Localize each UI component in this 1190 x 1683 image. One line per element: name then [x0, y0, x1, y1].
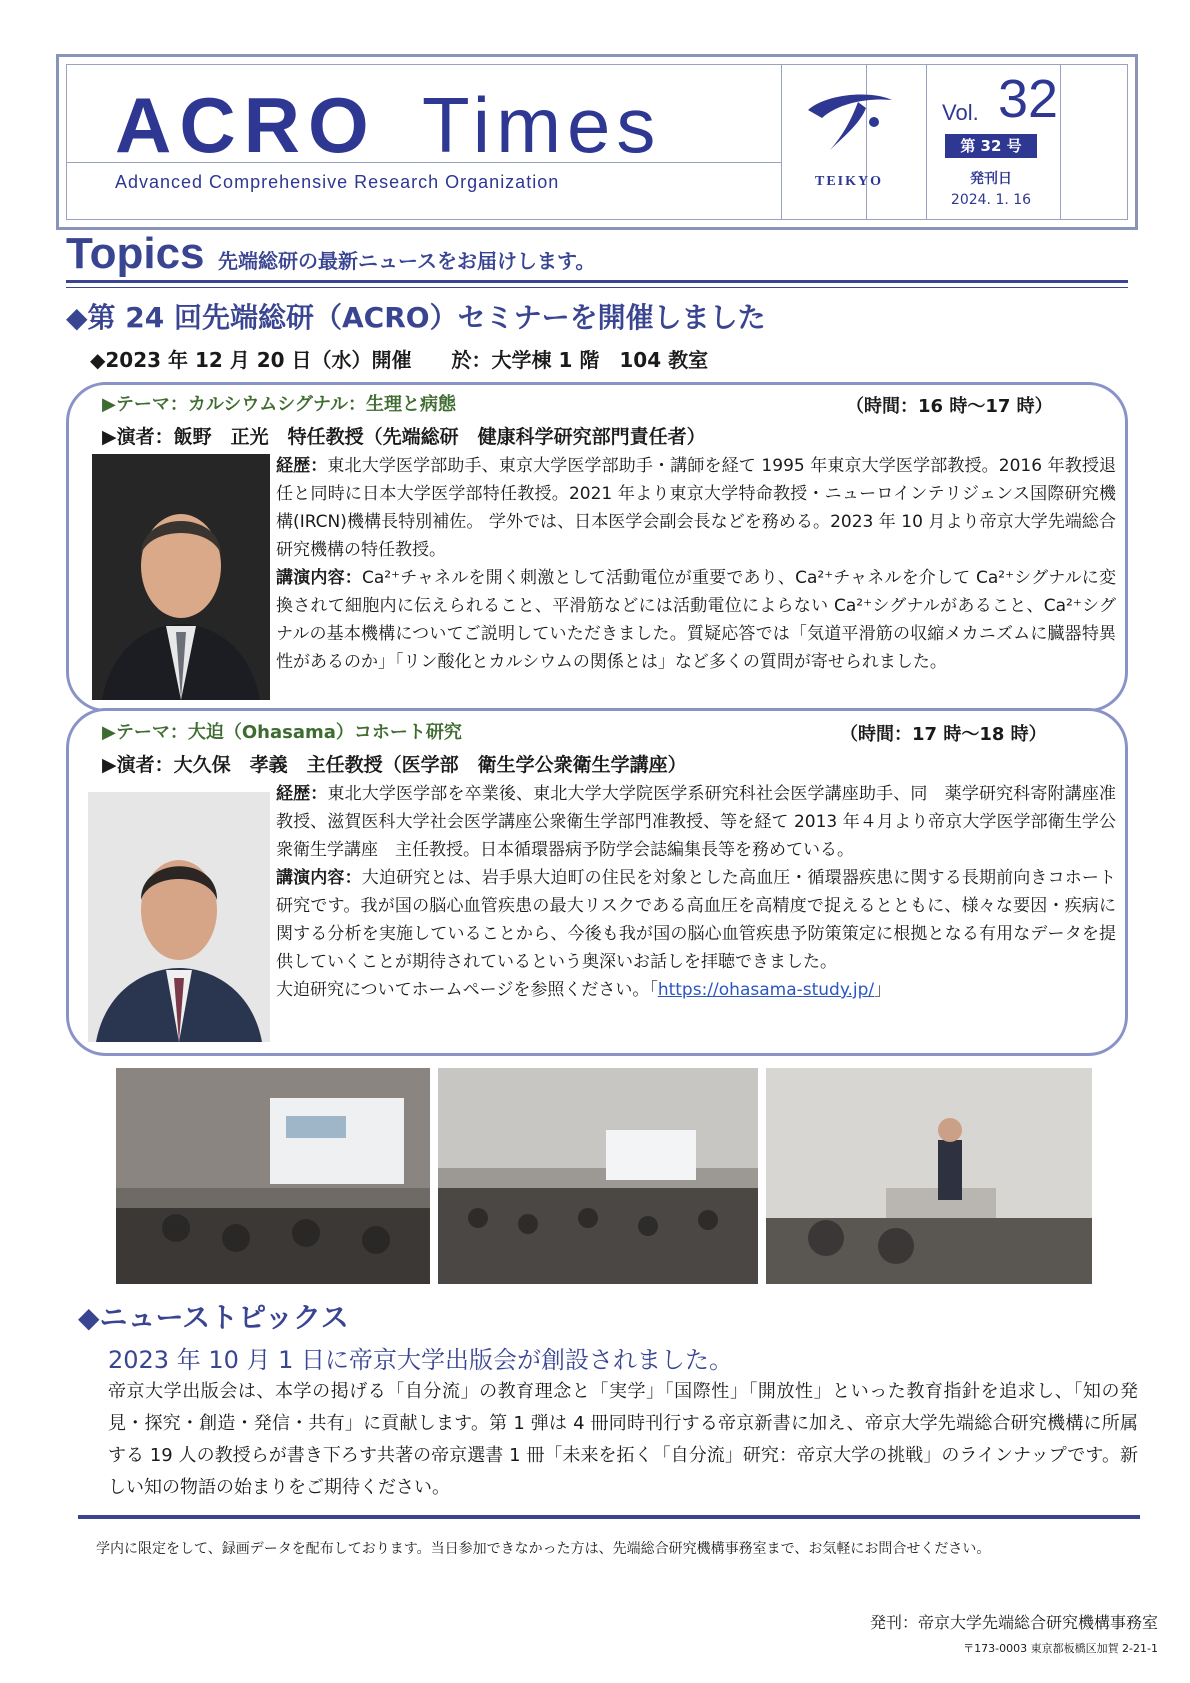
career-label: 経歴：	[276, 456, 328, 476]
talk-speaker: ▶演者：飯野 正光 特任教授（先端総研 健康科学研究部門責任者）	[102, 426, 706, 448]
speaker-photo	[92, 454, 270, 700]
volume-label: Vol.	[942, 100, 979, 125]
footer-notice: 学内に限定をして、録画データを配布しております。当日参加できなかった方は、先端総合研究機構事務室まで、お気軽にお問合せください。	[96, 1541, 991, 1557]
masthead-divider	[1060, 64, 1061, 220]
masthead-title-times: Times	[422, 81, 662, 169]
issue-badge: 第 32 号	[945, 134, 1037, 158]
content-text: Ca²⁺チャネルを開く刺激として活動電位が重要であり、Ca²⁺チャネルを介して Ca²⁺シグナルに変換されて細胞内に伝えられること、平滑筋などには活動電位によらない Ca²⁺シグナルがあること、Ca²⁺シグナルの基本機構についてご説明していただきました。質疑応答では「気道平滑筋の収縮メカニズムに臓器特異性があるのか」「リン酸化とカルシウムの関係とは」など多くの質問が寄せられました。	[276, 568, 1116, 672]
ohasama-study-link[interactable]: https://ohasama-study.jp/	[657, 980, 875, 1000]
event-photo	[766, 1068, 1092, 1284]
teikyo-logo-icon	[800, 88, 898, 164]
career-text: 東北大学医学部助手、東京大学医学部助手・講師を経て 1995 年東京大学医学部教授。2016 年教授退任と同時に日本大学医学部特任教授。2021 年より東京大学特命教授・ニューロインテリジェンス国際研究機構(IRCN)機構長特別補佐。 学外では、日本医学会副会長などを務める。2023 年 10 月より帝京大学先端総合研究機構の特任教授。	[276, 456, 1116, 560]
link-prefix: 大迫研究についてホームページを参照ください。「	[276, 980, 658, 1000]
masthead-divider	[781, 64, 782, 220]
topics-title: Topics	[66, 229, 205, 278]
link-suffix: 」	[874, 980, 892, 1000]
topics-rule	[66, 287, 1128, 288]
talk-time: （時間：16 時～17 時）	[846, 396, 1053, 417]
footer-rule	[78, 1515, 1140, 1519]
event-photo	[116, 1068, 430, 1284]
seminar-heading: ◆第 24 回先端総研（ACRO）セミナーを開催しました	[66, 301, 766, 334]
news-title: 2023 年 10 月 1 日に帝京大学出版会が創設されました。	[108, 1346, 734, 1374]
seminar-date-line: ◆2023 年 12 月 20 日（水）開催 於：大学棟 1 階 104 教室	[90, 348, 709, 372]
talk-theme: ▶テーマ：大迫（Ohasama）コホート研究	[102, 722, 462, 743]
career-text: 東北大学医学部を卒業後、東北大学大学院医学系研究科社会医学講座助手、同 薬学研究科寄附講座准教授、滋賀医科大学社会医学講座公衆衛生学部門准教授、等を経て 2013 年４月より帝京大学医学部衛生学公衆衛生学講座 主任教授。日本循環器病予防学会誌編集長等を務めている。	[276, 784, 1116, 860]
masthead-title-acro: ACRO	[115, 81, 377, 169]
career-label: 経歴：	[276, 784, 328, 804]
event-photo	[438, 1068, 758, 1284]
footer-address: 〒173-0003 東京都板橋区加賀 2-21-1	[963, 1642, 1158, 1655]
content-text: 大迫研究とは、岩手県大迫町の住民を対象とした高血圧・循環器疾患に関する長期前向きコホート研究です。我が国の脳心血管疾患の最大リスクである高血圧を高精度で捉えるとともに、様々な要因・疾病に関する分析を実施していることから、今後も我が国の脳心血管疾患予防策策定に根拠となる有用なデータを提供していくことが期待されているという奥深いお話しを拝聴できました。	[276, 868, 1117, 972]
footer-publisher: 発刊：帝京大学先端総合研究機構事務室	[869, 1613, 1158, 1632]
news-heading: ◆ニューストピックス	[78, 1301, 349, 1334]
masthead-divider	[926, 64, 927, 220]
news-body: 帝京大学出版会は、本学の掲げる「自分流」の教育理念と「実学」「国際性」「開放性」といった教育指針を追求し、「知の発見・探究・創造・発信・共有」に貢献します。第 1 弾は 4 冊同時刊行する帝京新書に加え、帝京大学先端総合研究機構に所属する 19 人の教授らが書き下ろす共著の帝京選書 1 冊「未来を拓く「自分流」研究：帝京大学の挑戦」のラインナップです。新しい知の物語の始まりをご期待ください。	[108, 1381, 1138, 1498]
topics-rule	[66, 280, 1128, 283]
volume-number: 32	[998, 69, 1059, 129]
talk-time: （時間：17 時～18 時）	[840, 724, 1047, 745]
masthead-subtitle: Advanced Comprehensive Research Organization	[115, 172, 560, 192]
teikyo-logo-text: TEIKYO	[814, 174, 883, 189]
issue-date-label: 発刊日	[970, 171, 1012, 187]
speaker-photo	[88, 792, 270, 1042]
talk-speaker: ▶演者：大久保 孝義 主任教授（医学部 衛生学公衆衛生学講座）	[102, 754, 687, 776]
issue-date: 2024. 1. 16	[950, 192, 1032, 208]
content-label: 講演内容：	[276, 568, 362, 588]
content-label: 講演内容：	[276, 868, 362, 888]
topics-subtitle: 先端総研の最新ニュースをお届けします。	[218, 249, 596, 273]
talk-bio	[276, 452, 1116, 676]
talk-bio	[276, 780, 1116, 1004]
talk-theme: ▶テーマ：カルシウムシグナル：生理と病態	[102, 394, 456, 415]
